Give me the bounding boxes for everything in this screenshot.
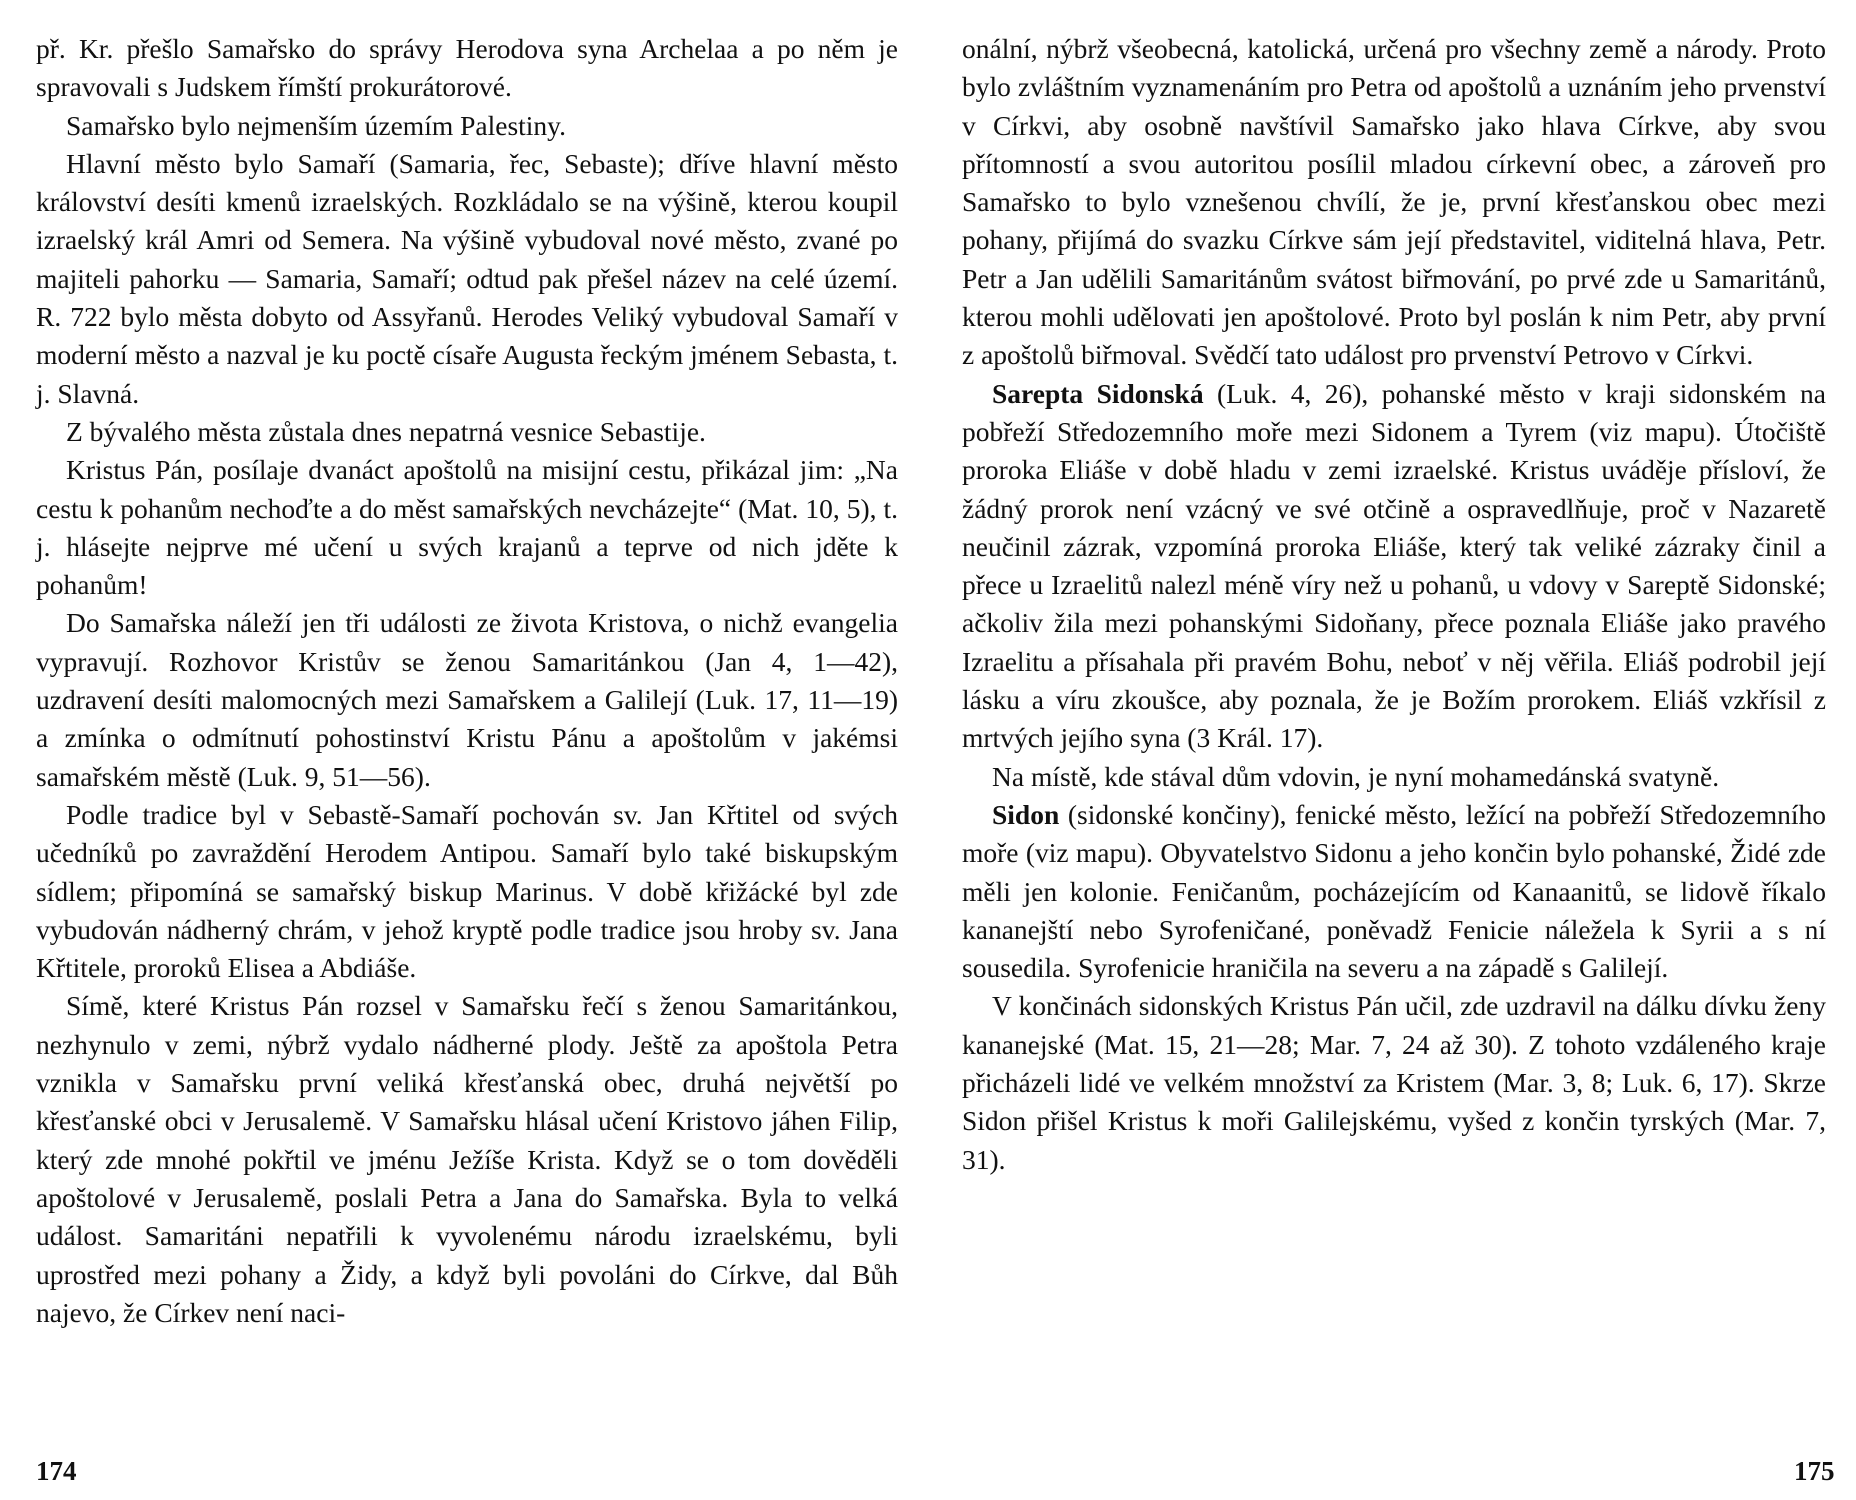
left-paragraph: př. Kr. přešlo Samařsko do správy Herodova syna Archelaa a po něm je spravovali s Judskem římští prokurátorové.: [36, 33, 898, 103]
entry-term: Sarepta Sidonská: [992, 377, 1204, 409]
right-paragraph-entry: [962, 796, 1826, 987]
left-paragraph: Kristus Pán, posílaje dvanáct apoštolů na misijní cestu, přikázal jim: „Na cestu k pohanům nechoďte a do měst samařských nevcházejte“ (Mat. 10, 5), t. j. hlásejte nejprve mé učení u svých krajanů a teprve od nich jděte k pohanům!: [36, 454, 898, 601]
entry-text: (Luk. 4, 26), pohanské město v kraji sidonském na pobřeží Středozemního moře mezi Sidonem a Tyrem (viz mapu). Útočiště proroka Eliáše v době hladu v zemi izraelské. Kristus uváděje přísloví, že žádný prorok není vzácný ve své otčině a ospravedlňuje, proč v Nazaretě neučinil zázrak, vzpomíná proroka Eliáše, který tak veliké zázraky činil a přece u Izraelitů nalezl méně víry než u pohanů, u vdovy v Sareptě Sidonské; ačkoliv žila mezi pohanskými Sidoňany, přece poznala Eliáše jako pravého Izraelitu a přísahala při pravém Bohu, neboť v něj věřila. Eliáš podrobil její lásku a víru zkoušce, aby poznala, že je Božím prorokem. Eliáš vzkřísil z mrtvých jejího syna (3 Král. 17).: [962, 377, 1827, 754]
right-paragraph: [962, 758, 1826, 796]
left-paragraph: Samařsko bylo nejmenším územím Palestiny.: [66, 109, 567, 141]
right-paragraph-text: V končinách sidonských Kristus Pán učil, zde uzdravil na dálku dívku ženy kananejské (Mat. 15, 21—28; Mar. 7, 24 až 30). Z tohoto vzdáleného kraje přicházeli lidé ve velkém množství za Kristem (Mar. 3, 8; Luk. 6, 17). Skrze Sidon přišel Kristus k moři Galilejskému, vyšed z končin tyrských (Mar. 7, 31).: [962, 990, 1826, 1175]
right-paragraph-entry: [962, 375, 1826, 758]
entry-text: (sidonské končiny), fenické město, ležící na pobřeží Středozemního moře (viz mapu). Obyvatelstvo Sidonu a jeho končin bylo pohanské, Židé zde měli jen kolonie. Feničanům, pocházejícím od Kanaanitů, se lidově říkalo kananejští nebo Syrofeničané, poněvadž Fenicie náležela k Syrii a s ní sousedila. Syrofenicie hraničila na severu a na západě s Galilejí.: [962, 798, 1826, 984]
right-paragraph-text: onální, nýbrž všeobecná, katolická, určená pro všechny země a národy. Proto bylo zvláštním vyznamenáním pro Petra od apoštolů a uznáním jeho prvenství v Církvi, aby osobně navštívil Samařsko jako hlava Církve, aby svou přítomností a svou autoritou posílil mladou církevní obec, a zároveň pro Samařsko to bylo vznešenou chvílí, že je, první křesťanskou obec mezi pohany, přijímá do svazku Církve sám její představitel, viditelná hlava, Petr. Petr a Jan udělili Samaritánům svátost biřmování, po prvé zde u Samaritánů, kterou mohli udělovati jen apoštolové. Proto byl poslán k nim Petr, aby první z apoštolů biřmoval. Svědčí tato událost pro prvenství Petrovo v Církvi.: [962, 33, 1826, 371]
left-paragraph: Podle tradice byl v Sebastě-Samaří pochován sv. Jan Křtitel od svých učedníků po zavraždění Herodem Antipou. Samaří bylo také biskupským sídlem; připomíná se samařský biskup Marinus. V době křižácké byl zde vybudován nádherný chrám, v jehož kryptě podle tradice jsou hroby sv. Jana Křtitele, proroků Elisea a Abdiáše.: [36, 798, 898, 984]
page-number-right: 175: [1794, 1456, 1835, 1486]
right-paragraph-text: Na místě, kde stával dům vdovin, je nyní mohamedánská svatyně.: [992, 760, 1720, 792]
right-paragraph: [962, 987, 1826, 1178]
left-paragraph: Z bývalého města zůstala dnes nepatrná vesnice Sebastije.: [66, 415, 706, 447]
left-paragraph: Símě, které Kristus Pán rozsel v Samařsku řečí s ženou Samaritánkou, nezhynulo v zemi, nýbrž vydalo nádherné plody. Ještě za apoštola Petra vznikla v Samařsku první veliká křesťanská obec, druhá největší po křesťanské obci v Jerusalemě. V Samařsku hlásal učení Kristovo jáhen Filip, který zde mnohé pokřtil ve jménu Ježíše Krista. Když se o tom dověděli apoštolové v Jerusalemě, poslali Petra a Jana do Samařska. Byla to velká událost. Samaritáni nepatřili k vyvolenému národu izraelskému, byli uprostřed mezi pohany a Židy, a když byli povoláni do Církve, dal Bůh najevo, že Církev není naci-: [36, 990, 898, 1328]
right-paragraph: [962, 30, 1826, 375]
left-paragraph: Hlavní město bylo Samaří (Samaria, řec, Sebaste); dříve hlavní město království desíti kmenů izraelských. Rozkládalo se na výšině, kterou koupil izraelský král Amri od Semera. Na výšině vybudoval nové město, zvané po majiteli pahorku — Samaria, Samaří; odtud pak přešel název na celé území. R. 722 bylo města dobyto od Assyřanů. Herodes Veliký vybudoval Samaří v moderní město a nazval je ku poctě císaře Augusta řeckým jménem Sebasta, t. j. Slavná.: [36, 147, 898, 409]
left-page: [36, 30, 898, 1332]
right-page: [962, 30, 1826, 1179]
page-number-left: 174: [36, 1456, 77, 1486]
left-paragraph: Do Samařska náleží jen tři události ze života Kristova, o nichž evangelia vypravují. Rozhovor Kristův se ženou Samaritánkou (Jan 4, 1—42), uzdravení desíti malomocných mezi Samařskem a Galilejí (Luk. 17, 11—19) a zmínka o odmítnutí pohostinství Kristu Pánu a apoštolům v jakémsi samařském městě (Luk. 9, 51—56).: [36, 607, 898, 792]
left-page-text: [36, 30, 898, 1332]
right-page-text: [962, 30, 1826, 1179]
entry-term: Sidon: [992, 798, 1060, 830]
